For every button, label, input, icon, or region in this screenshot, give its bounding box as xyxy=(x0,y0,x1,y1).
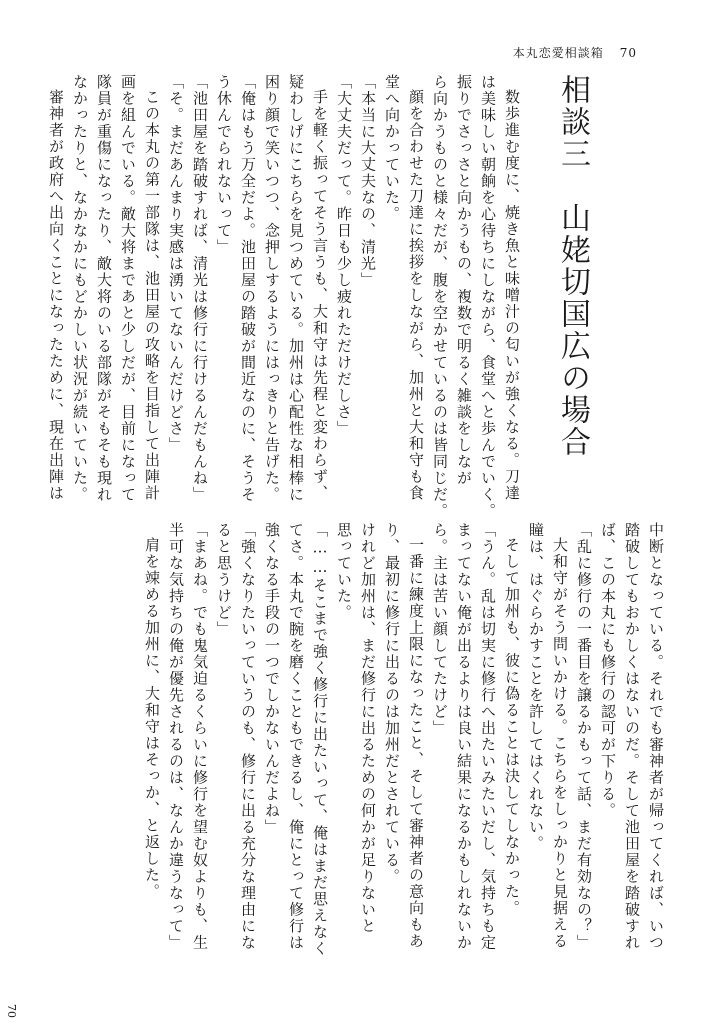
text-line: り、最初に修行に出るのは加州だとされている。 xyxy=(383,522,401,885)
text-line: 振りでさっさと向かうもの、複数で明るく雑談をしなが xyxy=(455,74,473,487)
text-line: 手を軽く振ってそう言うも、大和守は先程と変わらず、 xyxy=(311,89,329,502)
text-line: 「乱に修行の一番目を譲るかもって話、まだ有効なの？」 xyxy=(575,522,593,951)
text-line: ら向かうものと様々だが、腹を空かせているのは皆同じだ。 xyxy=(431,74,449,520)
text-line: 半可な気持ちの俺が優先されるのは、なんか違うなって」 xyxy=(167,522,185,951)
text-line: 思っていた。 xyxy=(335,522,353,621)
text-line: 中断となっている。それでも審神者が帰ってくれば、いつ xyxy=(647,522,665,951)
text-line: 大和守がそう問いかける。こちらをしっかりと見据える xyxy=(551,537,569,950)
text-line: 数歩進む度に、焼き魚と味噌汁の匂いが強くなる。刀達 xyxy=(503,89,521,502)
text-line: 「池田屋を踏破すれば、清光は修行に行けるんだもんね」 xyxy=(191,74,209,503)
text-line: 堂へ向かっていた。 xyxy=(383,74,401,223)
text-line: う休んでられないって」 xyxy=(215,74,233,256)
text-line: 一番に練度上限になったこと、そして審神者の意向もあ xyxy=(407,537,425,950)
text-line: 隊員が重傷になったり、敵大将のいる部隊がそもそも現れ xyxy=(95,74,113,503)
upper-lines xyxy=(44,74,524,520)
chapter-title: 相談三 山姥切国広の場合 xyxy=(555,74,590,458)
text-line: 踏破してもおかしくはないのだ。そして池田屋を踏破すれ xyxy=(623,522,641,951)
running-header xyxy=(513,44,637,61)
text-line: なかったりと、なかなかにもどかしい状況が続いていた。 xyxy=(71,74,89,503)
text-line: けれど加州は、まだ修行に出るための何かが足りないと xyxy=(359,522,377,935)
text-line: 顔を合わせた刀達に挨拶をしながら、加州と大和守も食 xyxy=(407,89,425,502)
text-line: 「強くなりたいっていうのも、修行に出る充分な理由にな xyxy=(239,522,257,951)
text-line: そして加州も、彼に偽ることは決してしなかった。 xyxy=(503,537,521,917)
text-line: 「本当に大丈夫なの、清光」 xyxy=(359,74,377,289)
text-line: てさ。本丸で腕を磨くこともできるし、俺にとって修行は xyxy=(287,522,305,951)
text-line: は美味しい朝餉を心待ちにしながら、食堂へと歩んでいく。 xyxy=(479,74,497,520)
text-line: ると思うけど」 xyxy=(215,522,233,638)
text-line: 画を組んでいる。敵大将まであと少しだが、目前になって xyxy=(119,74,137,503)
text-line: ら。主は苦い顔してたけど」 xyxy=(431,522,449,737)
text-line: 肩を竦める加州に、大和守はそっか、と返した。 xyxy=(143,537,161,900)
book-title: 本丸恋愛相談箱 xyxy=(512,46,604,60)
text-line: 強くなる手段の一つでしかないんだよね」 xyxy=(263,522,281,836)
text-line: 疑わしげにこちらを見つめている。加州は心配性な相棒に xyxy=(287,74,305,503)
text-line: 「……そこまで強く修行に出たいって、俺はまだ思えなく xyxy=(311,522,329,957)
text-line: まってない俺が出るよりは良い結果になるかもしれないか xyxy=(455,522,473,951)
lower-text-block xyxy=(108,522,668,957)
text-line: 「俺はもう万全だよ。池田屋の踏破が間近なのに、そうそ xyxy=(239,74,257,503)
corner-page-number: 70 xyxy=(5,1004,18,1018)
text-line: 「うん。乱は切実に修行へ出たいみたいだし、気持ちも定 xyxy=(479,522,497,951)
text-line: 「大丈夫だって。昨日も少し疲れただけだしさ」 xyxy=(335,74,353,437)
text-line: 困り顔で笑いつつ、念押しするようにはっきりと告げた。 xyxy=(263,74,281,503)
text-line: 審神者が政府へ出向くことになったために、現在出陣は xyxy=(47,89,65,502)
text-line: この本丸の第一部隊は、池田屋の攻略を目指して出陣計 xyxy=(143,89,161,502)
text-line: ば、この本丸にも修行の認可が下りる。 xyxy=(599,522,617,819)
upper-text-block xyxy=(47,74,590,520)
text-line: 「まあね。でも鬼気迫るくらいに修行を望む奴よりも、生 xyxy=(191,522,209,951)
text-line: 「そ。まだあんまり実感は湧いてないんだけどさ」 xyxy=(167,74,185,454)
text-line: 瞳は、はぐらかすことを許してはくれない。 xyxy=(527,522,545,852)
lower-lines xyxy=(140,522,668,957)
page-number: 70 xyxy=(619,46,637,60)
